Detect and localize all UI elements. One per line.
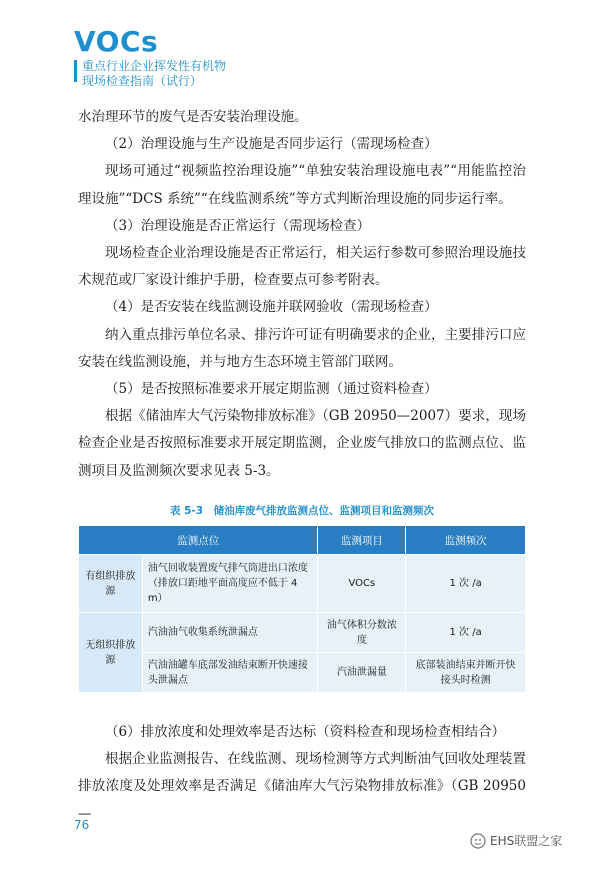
table-cell-point: 油气回收装置废气排气筒进出口浓度（排放口距地平面高度应不低于 4 m） (142, 555, 318, 613)
table-title: 表 5-3 储油库废气排放监测点位、监测项目和监测频次 (169, 505, 435, 517)
table-cell-freq: 1 次 /a (406, 613, 526, 653)
page-number: 76 (74, 818, 90, 832)
watermark-text: EHS联盟之家 (490, 834, 563, 848)
paragraph: （6）排放浓度和处理效率是否达标（资料检查和现场检查相结合） (105, 724, 506, 740)
table-row (79, 613, 526, 653)
paragraph: 现场可通过“视频监控治理设施”“单独安装治理设施电表”“用能监控治理设施”“DCS 系统”“在线监测系统”等方式判断治理设施的同步运行率。 (78, 163, 526, 207)
table-header-cell: 监测项目 (318, 526, 406, 555)
paragraph: （3）治理设施是否正常运行（需现场检查） (105, 217, 371, 234)
paragraph: 根据《储油库大气污染物排放标准》（GB 20950—2007）要求，现场检查企业是否按照标准要求开展定期监测，企业废气排放口的监测点位、监测项目及监测频次要求见表 5-3。 (78, 408, 526, 479)
paragraph: （2）治理设施与生产设施是否同步运行（需现场检查） (105, 136, 438, 153)
header-subtitle-line2: 现场检查指南（试行） (82, 74, 203, 88)
table-cell-point: 汽油油罐车底部发油结束断开快速接头泄漏点 (142, 653, 318, 693)
monitoring-table (78, 525, 526, 693)
table-row (79, 555, 526, 613)
table-cell-category: 有组织排放源 (79, 555, 143, 613)
paragraph: （4）是否安装在线监测设施并联网验收（需现场检查） (105, 299, 438, 316)
paragraph: 水治理环节的废气是否安装治理设施。 (78, 109, 308, 125)
header-subtitle-line1: 重点行业企业挥发性有机物 (82, 59, 227, 73)
paragraph: （5）是否按照标准要求开展定期监测（通过资料检查） (105, 381, 438, 398)
paragraph: 根据企业监测报告、在线监测、现场检测等方式判断油气回收处理装置排放浓度及处理效率是否满足《储油库大气污染物排放标准》（GB 20950— (78, 751, 526, 822)
header-brand: VOCs (74, 25, 159, 58)
table-cell-freq: 1 次 /a (406, 555, 526, 613)
table-row (79, 653, 526, 693)
table-header-cell: 监测点位 (79, 526, 318, 555)
watermark (470, 832, 562, 849)
table-cell-item: VOCs (318, 555, 406, 613)
header-divider (74, 60, 77, 82)
table-header-row (79, 526, 526, 555)
paragraph: 现场检查企业治理设施是否正常运行，相关运行参数可参照治理设施技术规范或厂家设计维护手册，检查要点可参考附表。 (78, 245, 526, 289)
table-cell-freq: 底部装油结束并断开快接头时检测 (406, 653, 526, 693)
body-bottom (78, 719, 526, 828)
table-header-cell: 监测频次 (406, 526, 526, 555)
body-top (78, 104, 526, 485)
wechat-icon (470, 833, 486, 849)
paragraph: 纳入重点排污单位名录、排污许可证有明确要求的企业，主要排污口应安装在线监测设施，并与地方生态环境主管部门联网。 (78, 326, 526, 370)
table-cell-item: 油气体积分数浓度 (318, 613, 406, 653)
table-cell-item: 汽油泄漏量 (318, 653, 406, 693)
table-cell-point: 汽油油气收集系统泄漏点 (142, 613, 318, 653)
table-cell-category: 无组织排放源 (79, 613, 143, 693)
